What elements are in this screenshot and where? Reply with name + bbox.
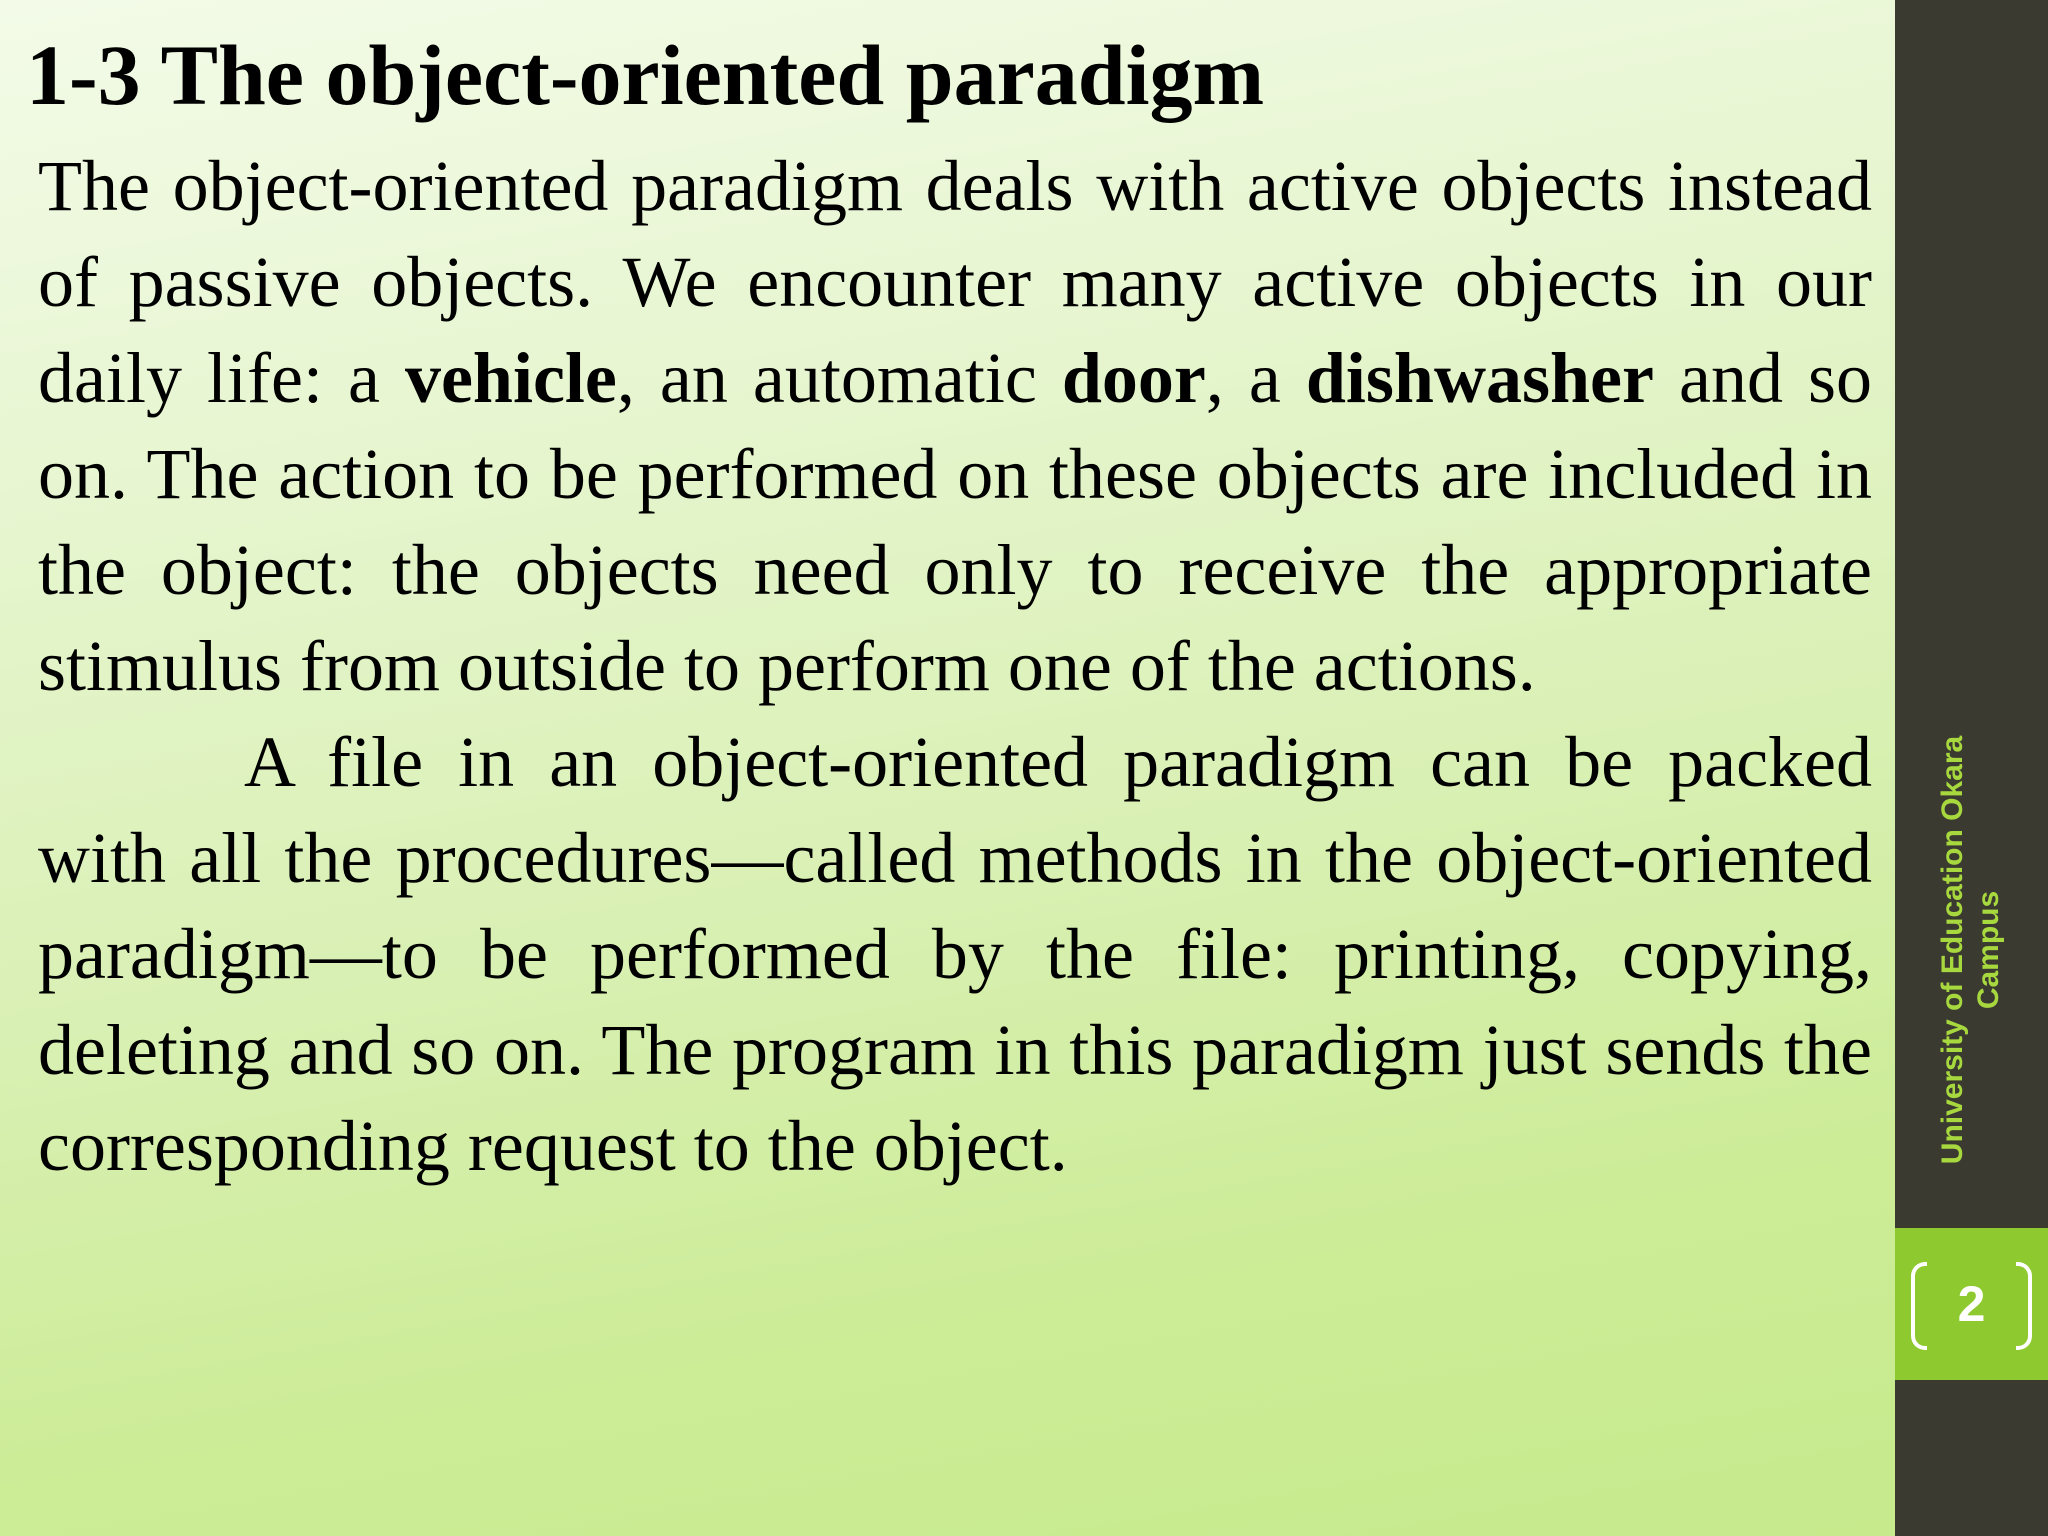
- paragraph-1-text-a: The object-oriented paradigm deals with active objects instead of passive objects. We encounter many active objects in our daily life: a: [38, 146, 1872, 418]
- institution-label: [1919, 700, 2023, 1200]
- paragraph-2: A file in an object-oriented paradigm can be packed with all the procedures—called methods in the object-oriented paradigm—to be performed by the file: printing, copying, deleting and so on. The program in this paradigm just sends the corresponding request to the object.: [38, 722, 1872, 1186]
- bold-term-door: door: [1061, 338, 1206, 418]
- slide-title: 1-3 The object-oriented paradigm: [26, 27, 1265, 123]
- institution-label-line1: University of Education Okara: [1936, 735, 1970, 1165]
- paragraph-1-text-c: , a: [1205, 338, 1306, 418]
- bold-term-dishwasher: dishwasher: [1305, 338, 1654, 418]
- bold-term-vehicle: vehicle: [404, 338, 617, 418]
- page-number: 2: [1957, 1276, 1986, 1332]
- paragraph-1: [38, 138, 1872, 714]
- paragraph-1-text-d: and so on. The action to be performed on these objects are included in the object: the objects need only to receive the appropriate stimulus from outside to perform one of the actions.: [38, 338, 1872, 706]
- institution-label-line2: Campus: [1972, 890, 2006, 1010]
- page-number-box: [1895, 1228, 2048, 1380]
- paragraph-1-text-b: , an automatic: [616, 338, 1062, 418]
- slide-body: [38, 138, 1872, 1194]
